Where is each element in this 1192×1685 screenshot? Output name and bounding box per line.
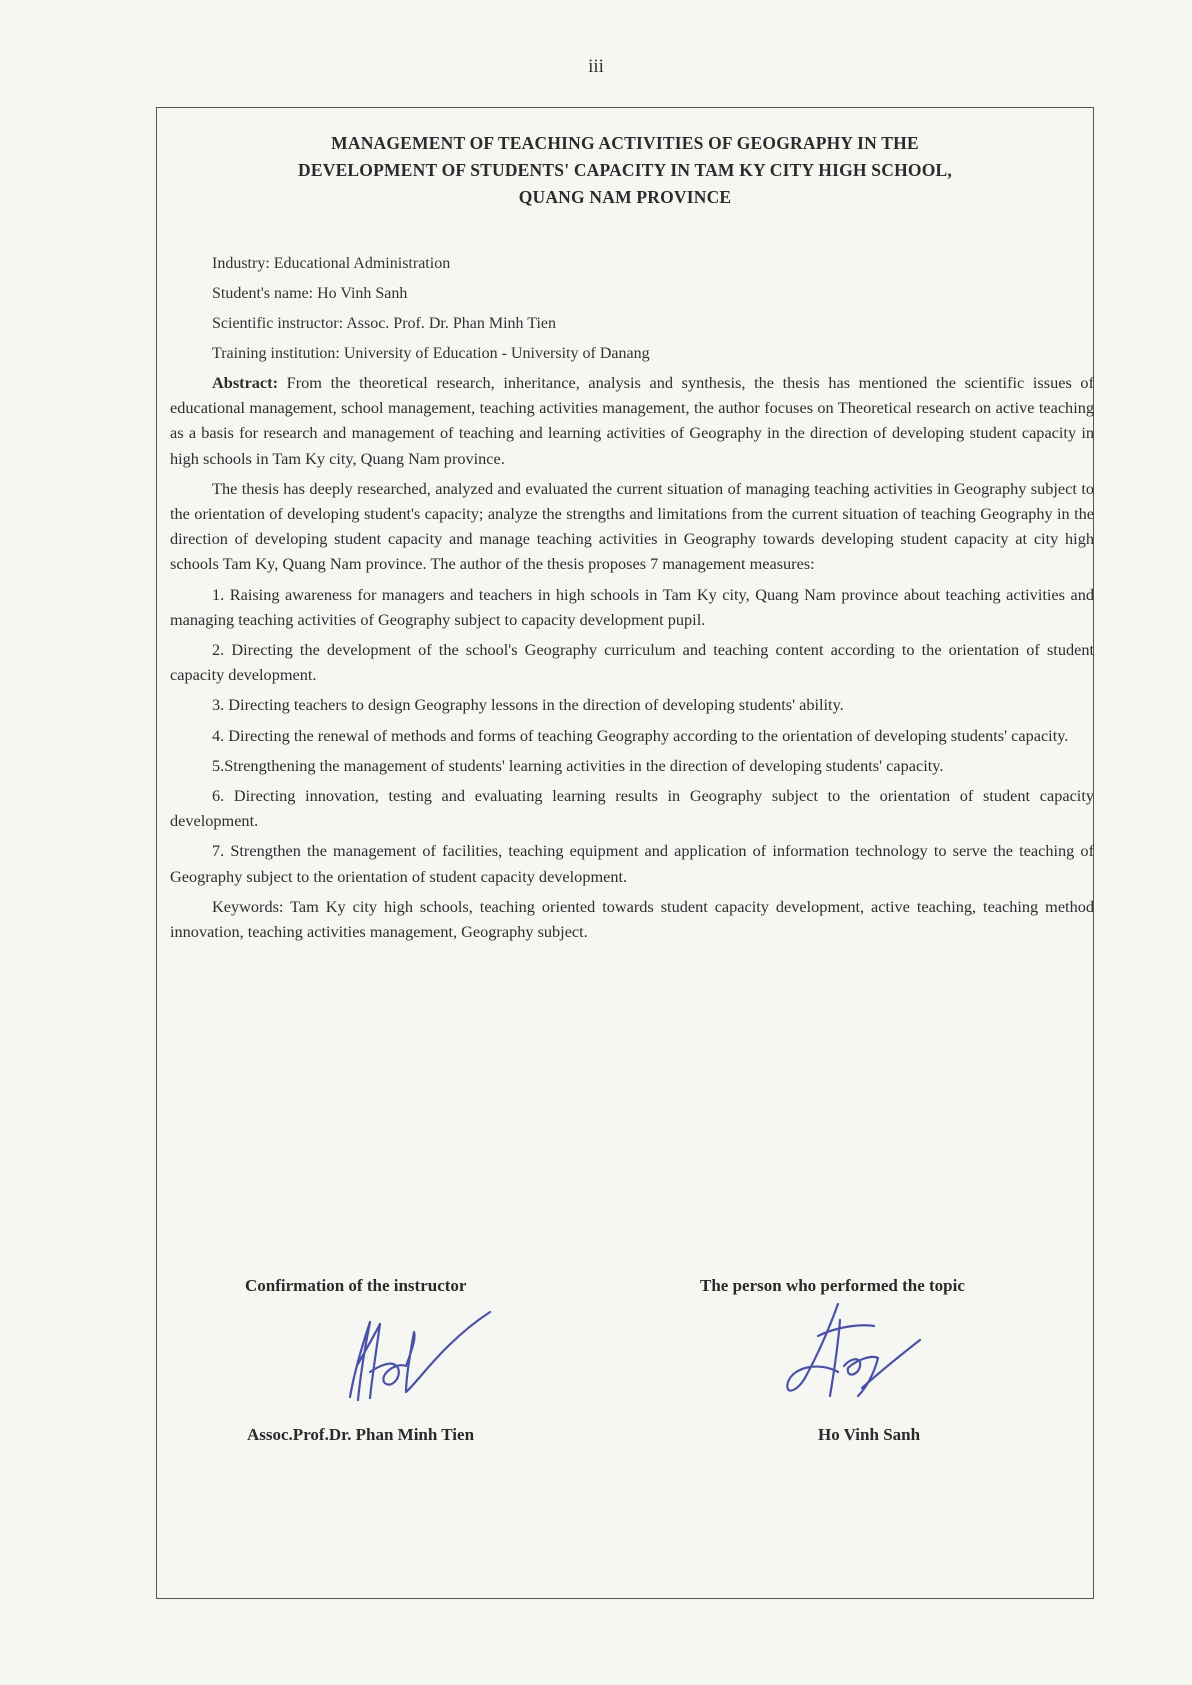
- author-heading: The person who performed the topic: [700, 1276, 965, 1295]
- measure-item-3: 3. Directing teachers to design Geography lessons in the direction of developing students' ability.: [212, 695, 844, 715]
- measure-item-2: 2. Directing the development of the school's Geography curriculum and teaching content according to the orientation of student capacity development.: [170, 640, 1094, 685]
- page-number: iii: [588, 56, 604, 77]
- industry-line: Industry: Educational Administration: [212, 255, 451, 272]
- measure-item-7: 7. Strengthen the management of facilities, teaching equipment and application of information technology to serve the teaching of Geography subject to the orientation of student capacity development.: [170, 841, 1094, 886]
- measure-item-1: 1. Raising awareness for managers and teachers in high schools in Tam Ky city, Quang Nam province about teaching activities and managing teaching activities of Geography subject to capacity development pupil.: [170, 584, 1094, 629]
- title-line-3: QUANG NAM PROVINCE: [518, 187, 732, 207]
- abstract-section: [170, 370, 1094, 949]
- abstract-text: From the theoretical research, inheritance, analysis and synthesis, the thesis has mentioned the scientific issues of educational management, school management, teaching activities management, the author focuses on Theoretical research on active teaching as a basis for research and management of teaching and learning activities of Geography in the direction of developing student capacity in high schools in Tam Ky city, Quang Nam province.: [170, 373, 1094, 468]
- thesis-metadata: [212, 249, 650, 369]
- measure-item-6: 6. Directing innovation, testing and evaluating learning results in Geography subject to the orientation of student capacity development.: [170, 786, 1094, 831]
- abstract-paragraph: [170, 370, 1094, 471]
- instructor-name: Assoc.Prof.Dr. Phan Minh Tien: [247, 1425, 475, 1444]
- title-line-2: DEVELOPMENT OF STUDENTS' CAPACITY IN TAM KY CITY HIGH SCHOOL,: [298, 160, 952, 180]
- author-name: Ho Vinh Sanh: [818, 1425, 921, 1444]
- measure-item-4: 4. Directing the renewal of methods and forms of teaching Geography according to the orientation of developing students' capacity.: [212, 725, 1069, 745]
- thesis-title: [190, 130, 1060, 211]
- instructor-line: Scientific instructor: Assoc. Prof. Dr. Phan Minh Tien: [212, 315, 556, 332]
- author-signature: [778, 1296, 928, 1410]
- abstract-paragraph-2: The thesis has deeply researched, analyzed and evaluated the current situation of managing teaching activities in Geography subject to the orientation of developing student's capacity; analyze the strengths and limitations from the current situation of teaching Geography in the direction of developing student capacity and manage teaching activities in Geography towards developing student capacity at city high schools Tam Ky, Quang Nam province. The author of the thesis proposes 7 management measures:: [170, 478, 1094, 574]
- student-name-line: Student's name: Ho Vinh Sanh: [212, 285, 408, 302]
- institution-line: Training institution: University of Education - University of Danang: [212, 345, 650, 362]
- instructor-confirmation-heading: Confirmation of the instructor: [245, 1276, 467, 1295]
- keywords-paragraph: Keywords: Tam Ky city high schools, teaching oriented towards student capacity development, active teaching, teaching method innovation, teaching activities management, Geography subject.: [170, 896, 1094, 942]
- title-line-1: MANAGEMENT OF TEACHING ACTIVITIES OF GEOGRAPHY IN THE: [331, 133, 919, 153]
- measure-item-5: 5.Strengthening the management of students' learning activities in the direction of developing students' capacity.: [212, 755, 944, 775]
- instructor-signature: [340, 1302, 500, 1410]
- abstract-label: Abstract:: [212, 373, 279, 392]
